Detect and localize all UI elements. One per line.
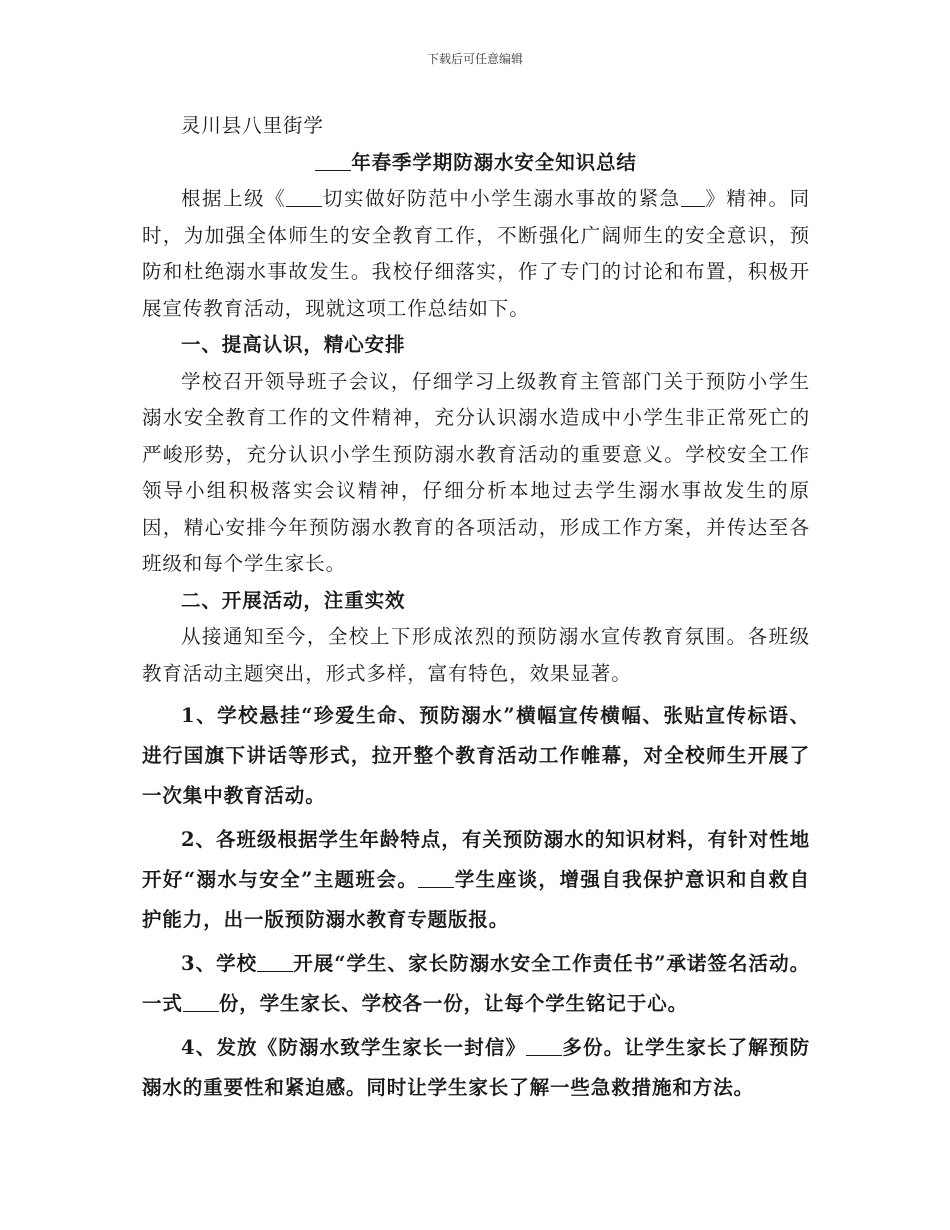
section2-heading: 二、开展活动，注重实效 [181, 588, 406, 612]
document-body [142, 108, 810, 1108]
page-header: 下载后可任意编辑 [426, 52, 523, 66]
section1-body: 学校召开领导班子会议，仔细学习上级教育主管部门关于预防小学生溺水安全教育工作的文件精神，充分认识溺水造成中小学生非正常死亡的严峻形势，充分认识小学生预防溺水教育活动的重要意义。学校安全工作领导小组积极落实会议精神，仔细分析本地过去学生溺水事故发生的原因，精心安排今年预防溺水教育的各项活动，形成工作方案，并传达至各班级和每个学生家长。 [142, 369, 810, 575]
item-2-bold-text: 2、各班级根据学生年龄特点，有关预防溺水的知识材料，有针对性地开好“溺水与安全”主题班会。 [142, 828, 810, 891]
item-3 [142, 944, 810, 1024]
document-title [142, 145, 810, 182]
blank-underline [183, 992, 219, 1013]
item-3-text-b: 开展“学生、家长防溺水安全工作责任书”承诺签名活动。一式 [142, 952, 810, 1015]
intro-text-a: 根据上级《 [181, 187, 287, 210]
intro-text-b: 切实做好防范中小学生溺水事故的紧急 [322, 187, 681, 210]
section1-heading: 一、提高认识，精心安排 [181, 333, 406, 356]
item-3-text-c: 份，学生家长、学校各一份，让每个学生铭记于心。 [218, 992, 689, 1015]
blank-underline [315, 150, 351, 171]
item-4 [142, 1028, 810, 1108]
item-4-text-a: 4、发放《防溺水致学生家长一封信》 [181, 1036, 527, 1059]
blank-underline [681, 187, 705, 208]
blank-underline [526, 1036, 562, 1057]
item-1: 1、学校悬挂“珍爱生命、预防溺水”横幅宣传横幅、张贴宣传标语、进行国旗下讲话等形式，拉开整个教育活动工作帷幕，对全校师生开展了一次集中教育活动。 [142, 704, 810, 807]
title-text: 年春季学期防溺水安全知识总结 [351, 150, 637, 174]
intro-paragraph [142, 181, 810, 327]
school-name [142, 108, 810, 145]
item-2-rest-text: 学生座谈，增强自我保护意识和自救自护能力，出一版预防溺水教育专题版报。 [142, 868, 810, 931]
blank-underline [418, 868, 454, 889]
blank-underline [286, 187, 322, 208]
intro-text-c: 》精神。同时，为加强全体师生的安全教育工作，不断强化广阔师生的安全意识，预防和杜绝溺水事故发生。我校仔细落实，作了专门的讨论和布置，积极开展宣传教育活动，现就这项工作总结如下。 [142, 187, 810, 320]
item-4-text-b: 多份。让学生家长了解预防溺水的重要性和紧迫感。同时让学生家长了解一些急救措施和方法。 [142, 1036, 810, 1099]
section2-body: 从接通知至今，全校上下形成浓烈的预防溺水宣传教育氛围。各班级教育活动主题突出，形式多样，富有特色，效果显著。 [142, 625, 810, 685]
item-2 [142, 820, 810, 940]
blank-underline [257, 952, 293, 973]
item-3-text-a: 3、学校 [181, 952, 258, 975]
school-name-text: 灵川县八里街学 [181, 114, 324, 137]
